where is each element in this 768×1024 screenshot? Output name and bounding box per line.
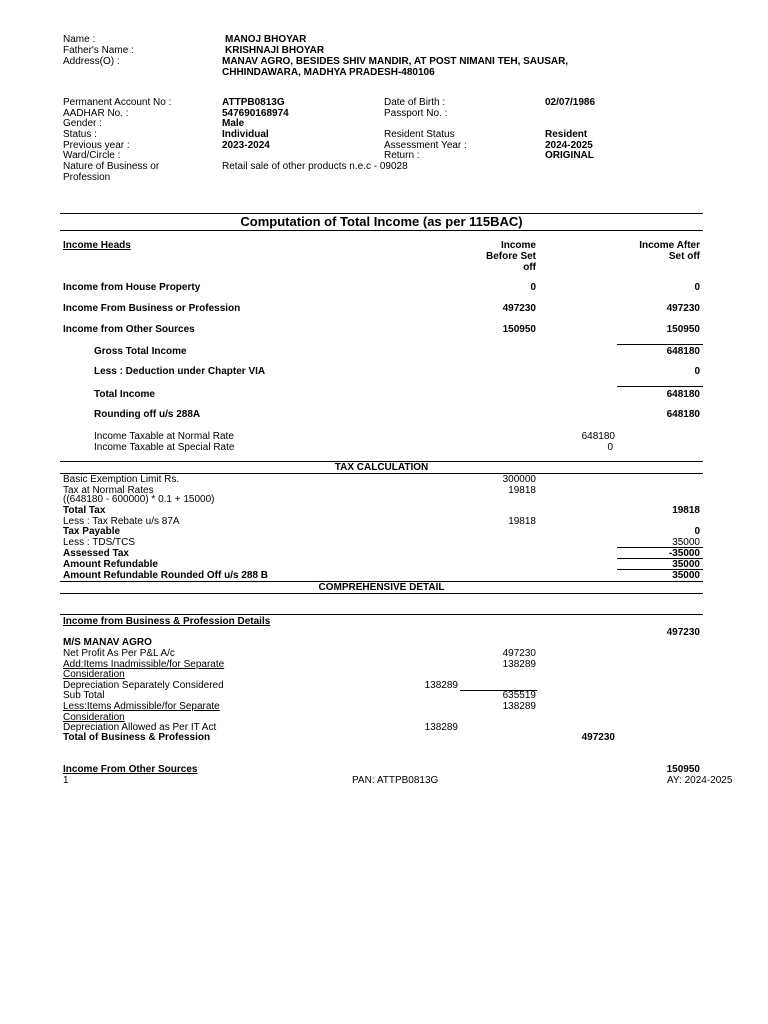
tds-label: Less : TDS/TCS: [63, 537, 136, 548]
gross-total-value: 648180: [666, 346, 700, 357]
father-label: Father's Name :: [63, 45, 134, 56]
page-number: 1: [63, 775, 69, 786]
total-income-label: Total Income: [94, 389, 155, 400]
divider: [617, 344, 703, 345]
other-sources-heading: Income From Other Sources: [63, 764, 198, 775]
gender-label: Gender :: [63, 118, 102, 129]
prev-year-label: Previous year :: [63, 140, 130, 151]
address-label: Address(O) :: [63, 56, 120, 67]
divider: [60, 593, 703, 594]
aadhar-label: AADHAR No. :: [63, 108, 129, 119]
amount-refundable-value: 35000: [672, 559, 700, 570]
assessed-tax-label: Assessed Tax: [63, 548, 129, 559]
net-profit-label: Net Profit As Per P&L A/c: [63, 648, 175, 659]
other-sources-label: Income from Other Sources: [63, 324, 195, 335]
dob-value: 02/07/1986: [545, 97, 596, 108]
pan-label: Permanent Account No :: [63, 97, 172, 108]
business-label: Income From Business or Profession: [63, 303, 241, 314]
other-sources-total: 150950: [666, 764, 700, 775]
resident-value: Resident: [545, 129, 588, 140]
depreciation-separate-value: 138289: [424, 680, 458, 691]
refund-rounded-value: 35000: [672, 570, 700, 581]
special-rate-value: 0: [607, 442, 613, 453]
add-items-label-1: Add:Items Inadmissible/for Separate: [63, 659, 225, 670]
divider: [60, 230, 703, 231]
gross-total-label: Gross Total Income: [94, 346, 187, 357]
pan-value: ATTPB0813G: [222, 97, 285, 108]
firm-name: M/S MANAV AGRO: [63, 637, 152, 648]
col-after-line-1: Income After: [639, 240, 700, 251]
tax-calculation-title: TAX CALCULATION: [334, 462, 429, 473]
refund-rounded-label: Amount Refundable Rounded Off u/s 288 B: [63, 570, 269, 581]
basic-exemption-value: 300000: [502, 474, 536, 485]
less-items-label-2: Consideration: [63, 712, 125, 723]
less-items-label-1: Less:Items Admissible/for Separate: [63, 701, 220, 712]
assessed-tax-value: -35000: [668, 548, 700, 559]
depreciation-allowed-label: Depreciation Allowed as Per IT Act: [63, 722, 217, 733]
house-property-label: Income from House Property: [63, 282, 201, 293]
other-sources-after: 150950: [666, 324, 700, 335]
deduction-label: Less : Deduction under Chapter VIA: [94, 366, 266, 377]
normal-rates-value: 19818: [508, 485, 536, 496]
add-items-value: 138289: [502, 659, 536, 670]
name-value: MANOJ BHOYAR: [225, 34, 307, 45]
deduction-value: 0: [694, 366, 700, 377]
passport-label: Passport No. :: [384, 108, 448, 119]
name-label: Name :: [63, 34, 96, 45]
nature-value: Retail sale of other products n.e.c - 09028: [222, 161, 408, 172]
business-details-total: 497230: [666, 627, 700, 638]
house-property-before: 0: [530, 282, 536, 293]
nature-label-1: Nature of Business or: [63, 161, 160, 172]
special-rate-label: Income Taxable at Special Rate: [94, 442, 235, 453]
divider: [60, 614, 703, 615]
ay-value: 2024-2025: [545, 140, 593, 151]
business-details-heading: Income from Business & Profession Details: [63, 616, 271, 627]
rebate-label: Less : Tax Rebate u/s 87A: [63, 516, 180, 527]
address-line-2: CHHINDAWARA, MADHYA PRADESH-480106: [222, 67, 435, 78]
net-profit-value: 497230: [502, 648, 536, 659]
sub-total-value: 635519: [502, 690, 536, 701]
rounding-label: Rounding off u/s 288A: [94, 409, 201, 420]
resident-label: Resident Status: [384, 129, 455, 140]
tax-formula: ((648180 - 600000) * 0.1 + 15000): [63, 494, 215, 505]
total-tax-value: 19818: [672, 505, 700, 516]
amount-refundable-label: Amount Refundable: [63, 559, 158, 570]
prev-year-value: 2023-2024: [222, 140, 270, 151]
basic-exemption-label: Basic Exemption Limit Rs.: [63, 474, 180, 485]
comprehensive-detail-title: COMPREHENSIVE DETAIL: [318, 582, 445, 593]
normal-rate-value: 648180: [581, 431, 615, 442]
ward-label: Ward/Circle :: [63, 150, 121, 161]
tax-payable-value: 0: [694, 526, 700, 537]
rebate-value: 19818: [508, 516, 536, 527]
depreciation-allowed-value: 138289: [424, 722, 458, 733]
other-sources-before: 150950: [502, 324, 536, 335]
return-label: Return :: [384, 150, 420, 161]
return-value: ORIGINAL: [545, 150, 594, 161]
gender-value: Male: [222, 118, 245, 129]
rounding-value: 648180: [666, 409, 700, 420]
aadhar-value: 547690168974: [222, 108, 289, 119]
business-after: 497230: [666, 303, 700, 314]
dob-label: Date of Birth :: [384, 97, 446, 108]
nature-label-2: Profession: [63, 172, 111, 183]
tds-value: 35000: [672, 537, 700, 548]
total-business-value: 497230: [581, 732, 615, 743]
income-heads-label: Income Heads: [63, 240, 131, 251]
ay-label: Assessment Year :: [384, 140, 467, 151]
total-business-label: Total of Business & Profession: [63, 732, 211, 743]
col-after-line-2: Set off: [668, 251, 700, 262]
add-items-label-2: Consideration: [63, 669, 125, 680]
col-before-line-2: Before Set: [485, 251, 536, 262]
less-items-value: 138289: [502, 701, 536, 712]
col-before-line-3: off: [523, 262, 536, 273]
sub-total-label: Sub Total: [63, 690, 105, 701]
footer-ay: AY: 2024-2025: [667, 775, 733, 786]
address-line-1: MANAV AGRO, BESIDES SHIV MANDIR, AT POST NIMANI TEH, SAUSAR,: [222, 56, 569, 67]
total-tax-label: Total Tax: [63, 505, 106, 516]
business-before: 497230: [502, 303, 536, 314]
divider: [617, 386, 703, 387]
depreciation-separate-label: Depreciation Separately Considered: [63, 680, 224, 691]
footer-pan: PAN: ATTPB0813G: [352, 775, 439, 786]
house-property-after: 0: [694, 282, 700, 293]
normal-rate-label: Income Taxable at Normal Rate: [94, 431, 234, 442]
father-value: KRISHNAJI BHOYAR: [225, 45, 325, 56]
normal-rates-label: Tax at Normal Rates: [63, 485, 154, 496]
status-label: Status :: [63, 129, 97, 140]
col-before-line-1: Income: [500, 240, 536, 251]
status-value: Individual: [222, 129, 269, 140]
tax-payable-label: Tax Payable: [63, 526, 121, 537]
total-income-value: 648180: [666, 389, 700, 400]
computation-title: Computation of Total Income (as per 115BAC): [240, 214, 523, 229]
